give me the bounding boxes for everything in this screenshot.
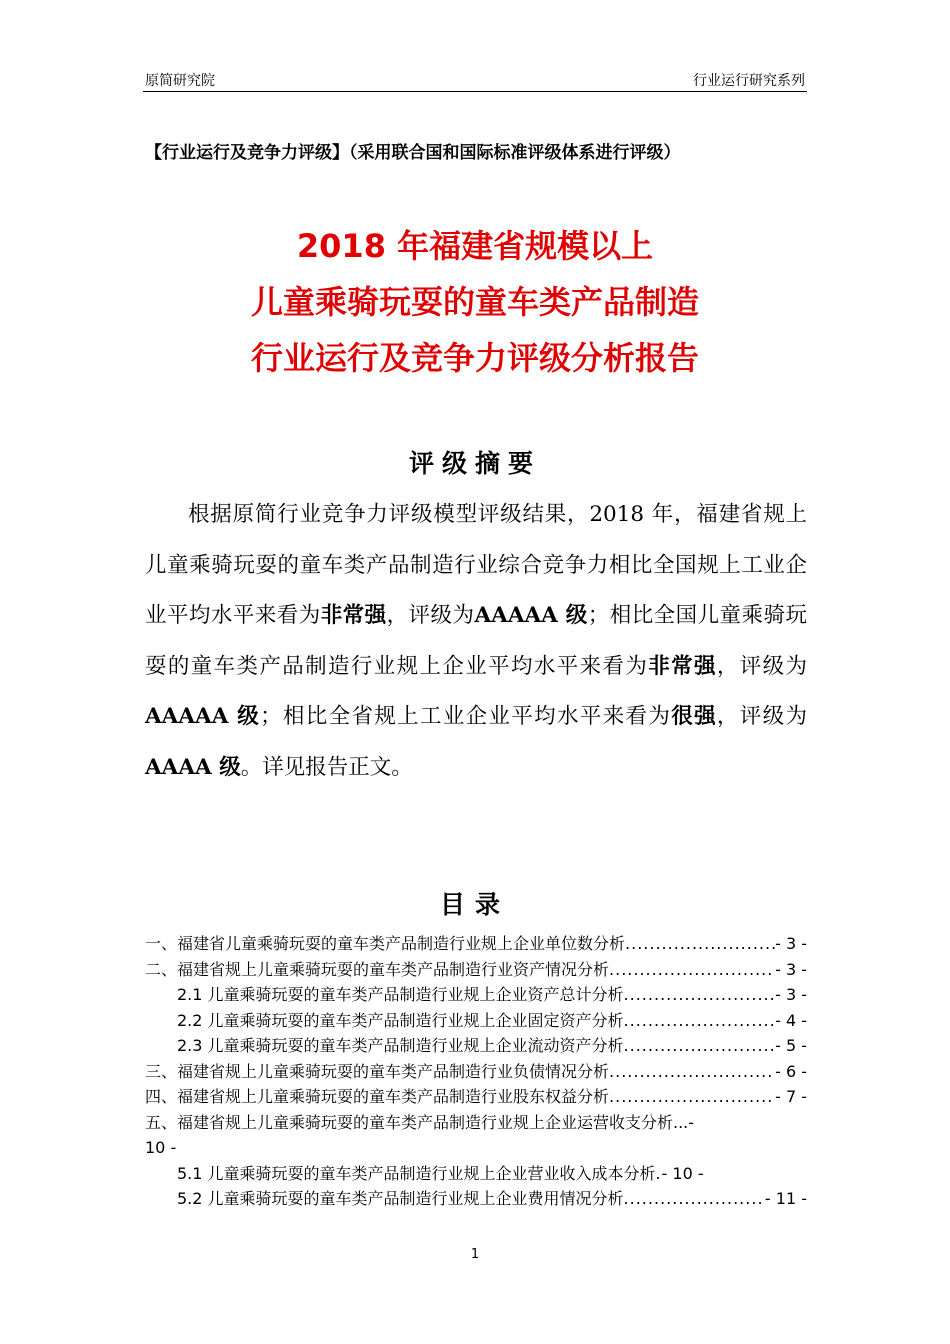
report-title-line-3: 行业运行及竞争力评级分析报告 — [250, 339, 699, 377]
toc-entry-page: - 3 - — [775, 959, 807, 979]
toc-entry-page: 10 - — [145, 1138, 177, 1157]
header-divider — [143, 91, 807, 92]
toc-entry-page: - 11 - — [764, 1189, 807, 1208]
toc-entry-title: 2.3 儿童乘骑玩耍的童车类产品制造行业规上企业流动资产分析 — [177, 1036, 624, 1055]
toc-leader-dots — [624, 982, 776, 1008]
summary-text-6: ，评级为 — [716, 704, 807, 729]
toc-leader-dots — [624, 1186, 765, 1212]
summary-rating-province: 很强 — [671, 704, 717, 729]
toc-entry-page: - 3 - — [775, 985, 807, 1004]
report-title-line-1: 2018 年福建省规模以上 — [296, 227, 654, 265]
toc-entry-title: 四、福建省规上儿童乘骑玩耍的童车类产品制造行业股东权益分析 — [145, 1087, 610, 1106]
summary-text-2: ，评级为 — [386, 603, 475, 628]
table-of-contents — [145, 931, 807, 1212]
toc-entry-title: 2.2 儿童乘骑玩耍的童车类产品制造行业规上企业固定资产分析 — [177, 1010, 624, 1030]
toc-leader-dots — [609, 957, 775, 983]
summary-text-7: 。详见报告正文。 — [240, 754, 413, 780]
toc-entry-page: - 7 - — [775, 1087, 807, 1106]
toc-entry[interactable] — [145, 1033, 807, 1059]
toc-entry-title: 5.2 儿童乘骑玩耍的童车类产品制造行业规上企业费用情况分析 — [177, 1189, 624, 1208]
toc-entry[interactable] — [145, 1008, 807, 1034]
summary-paragraph — [145, 490, 807, 793]
toc-entry-title: 二、福建省规上儿童乘骑玩耍的童车类产品制造行业资产情况分析 — [145, 959, 610, 979]
toc-entry-title: 一、福建省儿童乘骑玩耍的童车类产品制造行业规上企业单位数分析 — [145, 934, 626, 953]
summary-grade-national-industry: AAAAA 级 — [474, 603, 588, 628]
toc-entry[interactable] — [145, 982, 807, 1008]
summary-rating-national-industry: 非常强 — [320, 603, 387, 628]
toc-entry[interactable] — [145, 1161, 807, 1187]
toc-leader-dots — [624, 1008, 776, 1034]
summary-text-5: ；相比全省规上工业企业平均水平来看为 — [260, 704, 672, 729]
toc-entry[interactable] — [145, 1186, 807, 1212]
toc-entry-title: 五、福建省规上儿童乘骑玩耍的童车类产品制造行业规上企业运营收支分析...- — [145, 1112, 695, 1132]
header-series-name: 行业运行研究系列 — [693, 73, 805, 89]
toc-heading: 目录 — [439, 890, 510, 919]
toc-leader-dots — [625, 931, 775, 957]
toc-entry[interactable] — [145, 931, 807, 957]
toc-entry-page: - 3 - — [775, 934, 807, 953]
toc-entry-page: - 6 - — [775, 1061, 807, 1081]
summary-heading: 评级摘要 — [408, 449, 541, 478]
report-title-line-2: 儿童乘骑玩耍的童车类产品制造 — [250, 283, 699, 321]
toc-entry-title: 三、福建省规上儿童乘骑玩耍的童车类产品制造行业负债情况分析 — [145, 1061, 610, 1081]
summary-grade-province: AAAA 级 — [145, 754, 241, 780]
summary-text-4: ，评级为 — [716, 653, 807, 679]
summary-rating-sector: 非常强 — [648, 653, 717, 679]
toc-entry-title: 2.1 儿童乘骑玩耍的童车类产品制造行业规上企业资产总计分析 — [177, 985, 624, 1004]
report-title — [143, 218, 807, 386]
header-org-name: 原简研究院 — [145, 73, 215, 89]
toc-leader-dots — [609, 1084, 775, 1110]
summary-text-1: 根据原简行业竞争力评级模型评级结果，2018 年，福建省规上儿童乘骑玩耍的童车类产品制造行业综合竞争力相比全国规上工业企业平均水平来看为 — [145, 502, 807, 628]
toc-entry[interactable] — [145, 1084, 807, 1110]
toc-entry[interactable] — [145, 1059, 807, 1085]
toc-leader-dots — [624, 1033, 776, 1059]
toc-entry[interactable] — [145, 1110, 807, 1161]
summary-grade-sector: AAAAA 级 — [145, 704, 261, 729]
toc-entry-title: 5.1 儿童乘骑玩耍的童车类产品制造行业规上企业营业收入成本分析 — [177, 1163, 656, 1183]
report-subtitle: 【行业运行及竞争力评级】（采用联合国和国际标准评级体系进行评级） — [145, 143, 681, 163]
toc-leader-dots — [609, 1059, 775, 1085]
page-number: 1 — [470, 1247, 480, 1262]
toc-entry[interactable] — [145, 957, 807, 983]
summary-text-3: ；相比全国儿童乘骑玩耍的童车类产品制造行业规上企业平均水平来看为 — [145, 603, 807, 679]
toc-entry-page: - 4 - — [775, 1010, 807, 1030]
toc-entry-page: - 5 - — [775, 1036, 807, 1055]
toc-entry-page: - 10 - — [661, 1163, 704, 1183]
